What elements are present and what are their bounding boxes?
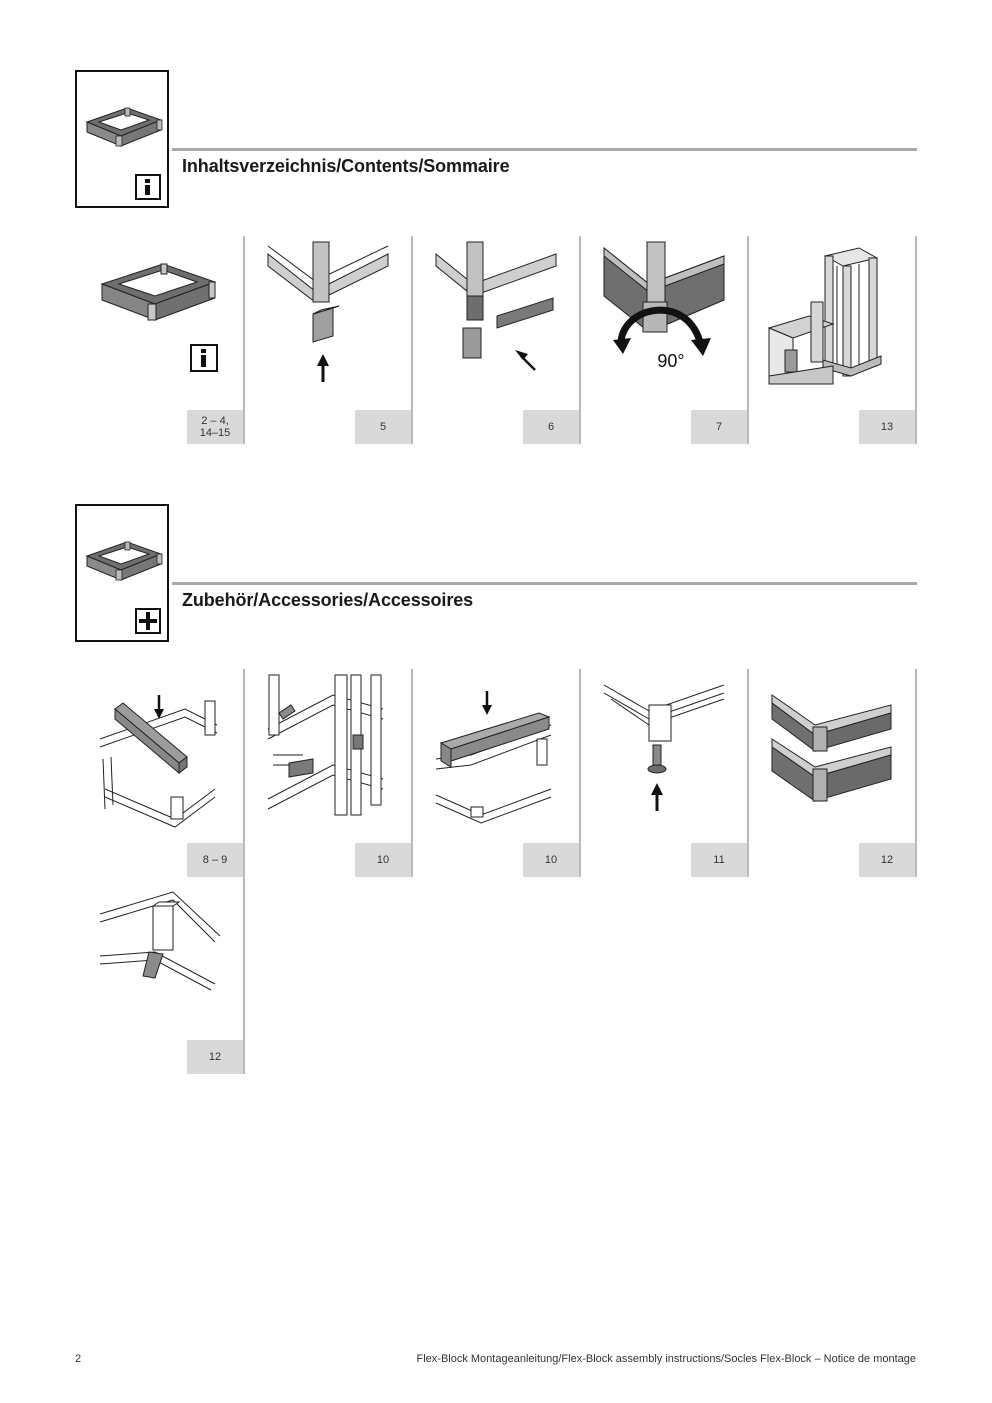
section-contents-icon-box xyxy=(75,70,169,208)
section-rule xyxy=(172,582,917,585)
bracket-mount-illustration xyxy=(243,669,408,839)
footer-page-number: 2 xyxy=(75,1353,82,1365)
page-reference: 12 xyxy=(859,843,915,877)
page-reference: 10 xyxy=(355,843,411,877)
info-icon xyxy=(135,174,161,200)
plinth-frame-icon xyxy=(83,514,165,600)
section-accessories-icon-box xyxy=(75,504,169,642)
section-title: Inhaltsverzeichnis/Contents/Sommaire xyxy=(182,156,510,176)
page-reference: 6 xyxy=(523,410,579,444)
page-reference: 11 xyxy=(691,843,747,877)
footer-document-title: Flex-Block Montageanleitung/Flex-Block assembly instructions/Socles Flex-Block – Notice de montage xyxy=(416,1353,916,1365)
tile-contents-4[interactable] xyxy=(579,236,749,444)
plus-icon xyxy=(135,608,161,634)
corner-cover-illustration xyxy=(75,866,240,1036)
tile-contents-1[interactable] xyxy=(75,236,245,444)
angle-rail-insert-illustration xyxy=(411,669,576,839)
page-reference: 8 – 9 xyxy=(187,843,243,877)
tile-contents-5[interactable] xyxy=(747,236,917,444)
tile-accessories-4[interactable] xyxy=(579,669,749,877)
page-reference: 5 xyxy=(355,410,411,444)
section-rule xyxy=(172,148,917,151)
corner-piece-insert-illustration xyxy=(243,236,408,406)
page-reference: 2 – 4, 14–15 xyxy=(187,410,243,444)
stacked-plinths-illustration xyxy=(747,669,912,839)
page-reference: 7 xyxy=(691,410,747,444)
leveling-foot-illustration xyxy=(579,669,744,839)
corner-rotate-90-illustration xyxy=(579,236,744,406)
tile-contents-2[interactable] xyxy=(243,236,413,444)
tile-contents-3[interactable] xyxy=(411,236,581,444)
tile-accessories-1[interactable] xyxy=(75,669,245,877)
rail-insert-illustration xyxy=(75,669,240,839)
tile-accessories-6[interactable] xyxy=(75,866,245,1074)
rotation-annotation: 90° xyxy=(657,351,685,371)
page-reference: 13 xyxy=(859,410,915,444)
plinth-frame-info-illustration xyxy=(75,236,240,406)
tile-accessories-3[interactable] xyxy=(411,669,581,877)
tile-accessories-5[interactable] xyxy=(747,669,917,877)
section-title: Zubehör/Accessories/Accessoires xyxy=(182,590,474,610)
rack-on-pallet-illustration xyxy=(747,236,912,406)
trim-panel-attach-illustration xyxy=(411,236,576,406)
tile-accessories-2[interactable] xyxy=(243,669,413,877)
page-reference: 12 xyxy=(187,1040,243,1074)
page-reference: 10 xyxy=(523,843,579,877)
plinth-frame-icon xyxy=(83,80,165,166)
